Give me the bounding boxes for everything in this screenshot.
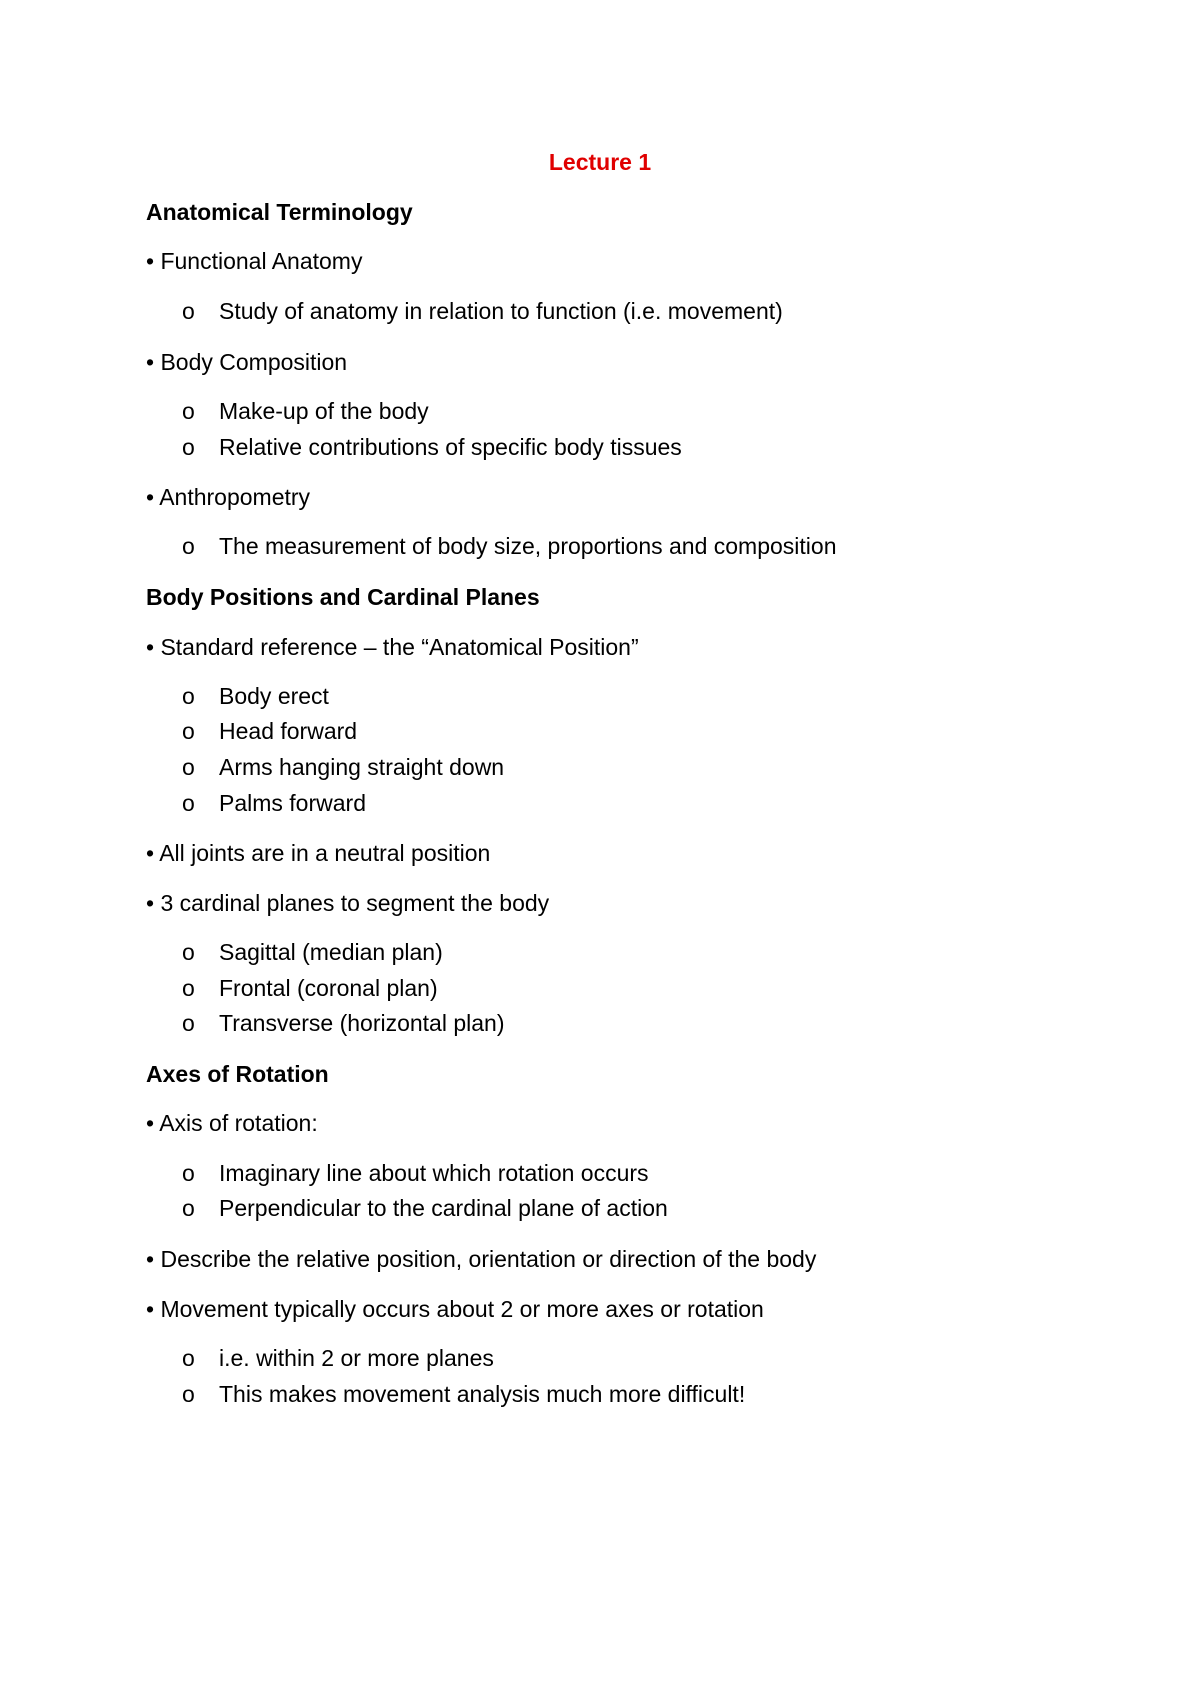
bullet-marker: • (146, 890, 155, 916)
sub-marker: o (182, 434, 195, 460)
section-heading: Anatomical Terminology (146, 199, 413, 225)
sub-item (182, 533, 837, 560)
bullet-item (146, 634, 639, 661)
sub-text: The measurement of body size, proportions and composition (219, 533, 837, 559)
bullet-item (146, 248, 362, 275)
bullet-text: Movement typically occurs about 2 or more axes or rotation (160, 1296, 764, 1322)
sub-marker: o (182, 298, 195, 324)
sub-text: This makes movement analysis much more difficult! (219, 1381, 746, 1407)
page-title: Lecture 1 (548, 149, 652, 175)
sub-text: Transverse (horizontal plan) (219, 1010, 505, 1036)
sub-text: Relative contributions of specific body tissues (219, 434, 682, 460)
bullet-item (146, 484, 310, 511)
sub-item (182, 398, 429, 425)
sub-text: Palms forward (219, 790, 366, 816)
sub-marker: o (182, 1381, 195, 1407)
bullet-marker: • (146, 349, 155, 375)
section-heading: Body Positions and Cardinal Planes (146, 584, 540, 610)
sub-item (182, 1195, 668, 1222)
bullet-text: Body Composition (160, 349, 348, 375)
sub-item (182, 718, 357, 745)
bullet-text: Axis of rotation: (159, 1110, 318, 1136)
sub-item (182, 298, 783, 325)
bullet-marker: • (146, 840, 155, 866)
bullet-text: Functional Anatomy (160, 248, 363, 274)
bullet-item (146, 349, 347, 376)
sub-marker: o (182, 790, 195, 816)
sub-text: Make-up of the body (219, 398, 429, 424)
sub-text: Study of anatomy in relation to function (i.e. movement) (219, 298, 783, 324)
bullet-marker: • (146, 248, 155, 274)
sub-item (182, 754, 504, 781)
sub-text: Body erect (219, 683, 329, 709)
sub-item (182, 975, 438, 1002)
sub-item (182, 683, 329, 710)
sub-text: Sagittal (median plan) (219, 939, 443, 965)
sub-marker: o (182, 398, 195, 424)
section-heading: Axes of Rotation (146, 1061, 329, 1087)
bullet-item (146, 1246, 816, 1273)
sub-marker: o (182, 1195, 195, 1221)
sub-item (182, 1381, 745, 1408)
sub-text: Arms hanging straight down (219, 754, 505, 780)
sub-item (182, 1010, 505, 1037)
bullet-marker: • (146, 1296, 155, 1322)
sub-marker: o (182, 975, 195, 1001)
bullet-text: All joints are in a neutral position (159, 840, 491, 866)
sub-marker: o (182, 939, 195, 965)
sub-text: i.e. within 2 or more planes (219, 1345, 494, 1371)
sub-item (182, 1345, 494, 1372)
bullet-item (146, 840, 490, 867)
bullet-marker: • (146, 634, 155, 660)
bullet-text: 3 cardinal planes to segment the body (160, 890, 550, 916)
bullet-marker: • (146, 484, 155, 510)
bullet-item (146, 890, 549, 917)
sub-text: Frontal (coronal plan) (219, 975, 438, 1001)
sub-item (182, 1160, 649, 1187)
sub-marker: o (182, 1010, 195, 1036)
sub-text: Perpendicular to the cardinal plane of action (219, 1195, 668, 1221)
bullet-item (146, 1110, 318, 1137)
sub-item (182, 939, 443, 966)
bullet-text: Standard reference – the “Anatomical Position” (160, 634, 639, 660)
sub-item (182, 790, 366, 817)
sub-item (182, 434, 682, 461)
bullet-text: Describe the relative position, orientation or direction of the body (160, 1246, 817, 1272)
sub-marker: o (182, 718, 195, 744)
sub-marker: o (182, 1160, 195, 1186)
sub-marker: o (182, 1345, 195, 1371)
sub-text: Imaginary line about which rotation occurs (219, 1160, 649, 1186)
sub-marker: o (182, 754, 195, 780)
bullet-item (146, 1296, 764, 1323)
sub-marker: o (182, 533, 195, 559)
sub-text: Head forward (219, 718, 358, 744)
sub-marker: o (182, 683, 195, 709)
bullet-marker: • (146, 1246, 155, 1272)
bullet-text: Anthropometry (159, 484, 311, 510)
bullet-marker: • (146, 1110, 155, 1136)
